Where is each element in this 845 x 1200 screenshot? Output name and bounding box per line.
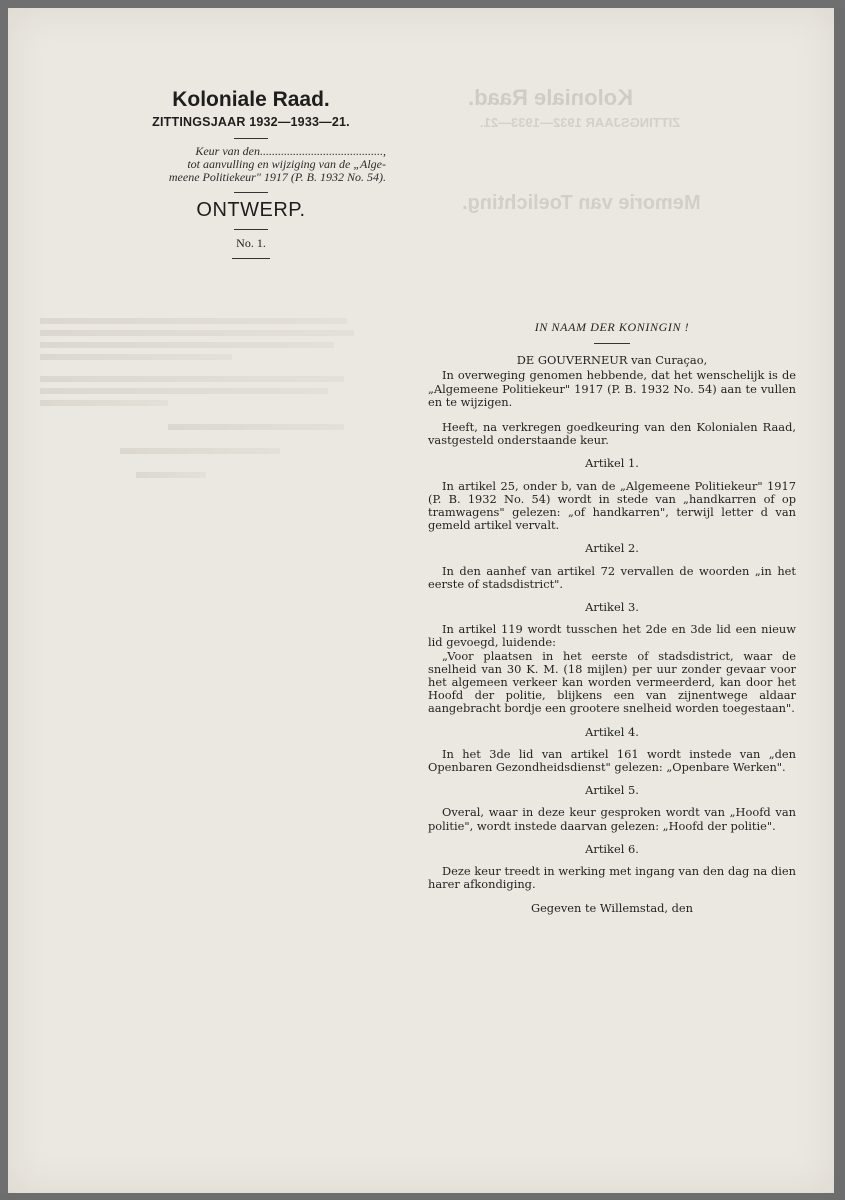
preamble-paragraph: Heeft, na verkregen goedkeuring van den Kolonialen Raad, vastgesteld onderstaande keur. [428,420,796,448]
article-text: In artikel 119 wordt tusschen het 2de en 3de lid een nieuw lid gevoegd, luidende: [428,622,796,650]
article-title: Artikel 6. [585,841,639,856]
scan-border-right [834,8,845,1200]
divider [234,138,268,139]
ordinance-title [126,145,386,184]
bleed-through-title: Koloniale Raad. [468,85,634,110]
given-at-line: Gegeven te Willemstad, den [530,900,694,915]
divider [232,258,270,259]
council-title: Koloniale Raad. [172,88,330,111]
article-text: Deze keur treedt in werking met ingang van den dag na dien harer afkondiging. [428,864,796,892]
ordinance-title-line: meene Politiekeur" 1917 (P. B. 1932 No. 54). [168,170,386,184]
bleed-through-memo: Memorie van Toelichting. [462,192,701,214]
article-text: Overal, waar in deze keur gesproken wordt van „Hoofd van politie", wordt instede daarvan gelezen: „Hoofd der politie". [428,805,796,833]
bleed-through-session: ZITTINGSJAAR 1932—1933—21. [480,115,681,130]
article-title: Artikel 2. [585,541,639,556]
divider [234,229,268,230]
invocation: IN NAAM DER KONINGIN ! [534,320,690,334]
article-title: Artikel 4. [585,724,639,739]
ordinance-title-line: Keur van den........................................., [195,144,386,158]
article-title: Artikel 3. [585,600,639,615]
divider [234,192,268,193]
article-title: Artikel 1. [585,456,639,471]
article-title: Artikel 5. [585,783,639,798]
draft-number: No. 1. [236,236,266,250]
article-text: In artikel 25, onder b, van de „Algemeene Politiekeur" 1917 (P. B. 1932 No. 54) wordt in stede van „handkarren of op tramwagens" gelezen: „of handkarren", terwijl letter d van gemeld artikel vervalt. [428,478,796,533]
scan-border-bottom [0,1193,845,1200]
article-text: In den aanhef van artikel 72 vervallen de woorden „in het eerste of stadsdistrict". [428,563,796,591]
ordinance-body [428,318,796,915]
bleed-through-paragraph [40,318,360,484]
preamble-paragraph: In overweging genomen hebbende, dat het wenschelijk is de „Algemeene Politiekeur" 1917 (P. B. 1932 No. 54) aan te vullen en te wijzigen. [428,368,796,409]
session-year: ZITTINGSJAAR 1932—1933—21. [152,115,350,129]
draft-label: ONTWERP. [196,199,306,221]
ordinance-title-line: tot aanvulling en wijziging van de „Alge- [187,157,386,171]
divider [594,343,630,344]
article-quote: „Voor plaatsen in het eerste of stadsdistrict, waar de snelheid van 30 K. M. (18 mijlen) per uur zonder gevaar voor het algemeen verkeer kan worden vermeerderd, kan door het Hoofd der politie, blijkens een van zijnentwege aldaar aangebracht bordje een grootere snelheid worden toegestaan". [428,648,796,716]
article-text: In het 3de lid van artikel 161 wordt instede van „den Openbaren Gezondheidsdienst" gelezen: „Openbare Werken". [428,746,796,775]
governor-line: DE GOUVERNEUR van Curaçao, [516,353,708,368]
document-header [106,88,396,259]
